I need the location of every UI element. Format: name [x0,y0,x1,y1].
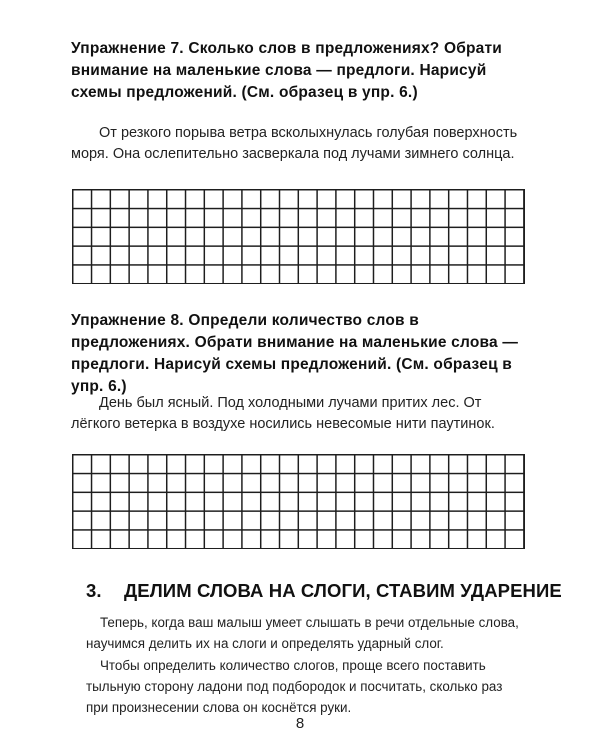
exercise-7-text: От резкого порыва ветра всколыхнулась голубая поверхность моря. Она ослепительно засверкала под лучами зимнего солнца. [71,125,518,162]
section-paragraph-2: Чтобы определить количество слогов, проще всего поставить тыльную сторону ладони под подбородок и посчитать, сколько раз при произнесении слова он коснётся руки. [86,658,503,715]
exercise-7-title: Упражнение 7. Сколько слов в предложениях? Обрати внимание на маленькие слова — предлоги. Нарисуй схемы предложений. (См. образец в упр. 6.) [71,40,503,101]
exercise-7-answer-grid[interactable] [72,189,525,284]
exercise-8-title: Упражнение 8. Определи количество слов в предложениях. Обрати внимание на маленькие слова — предлоги. Нарисуй схемы предложений. (См. образец в упр. 6.) [71,312,519,395]
section-heading [86,580,562,602]
exercise-8-answer-grid[interactable] [72,454,525,549]
section-paragraph-1: Теперь, когда ваш малыш умеет слышать в речи отдельные слова, научимся делить их на слоги и определять ударный слог. [86,615,519,651]
section-title: ДЕЛИМ СЛОВА НА СЛОГИ, СТАВИМ УДАРЕНИЕ [124,580,562,601]
exercise-8-text: День был ясный. Под холодными лучами притих лес. От лёгкого ветерка в воздухе носились невесомые нити паутинок. [71,395,495,432]
page-number: 8 [295,715,305,732]
section-number: 3. [86,580,102,601]
